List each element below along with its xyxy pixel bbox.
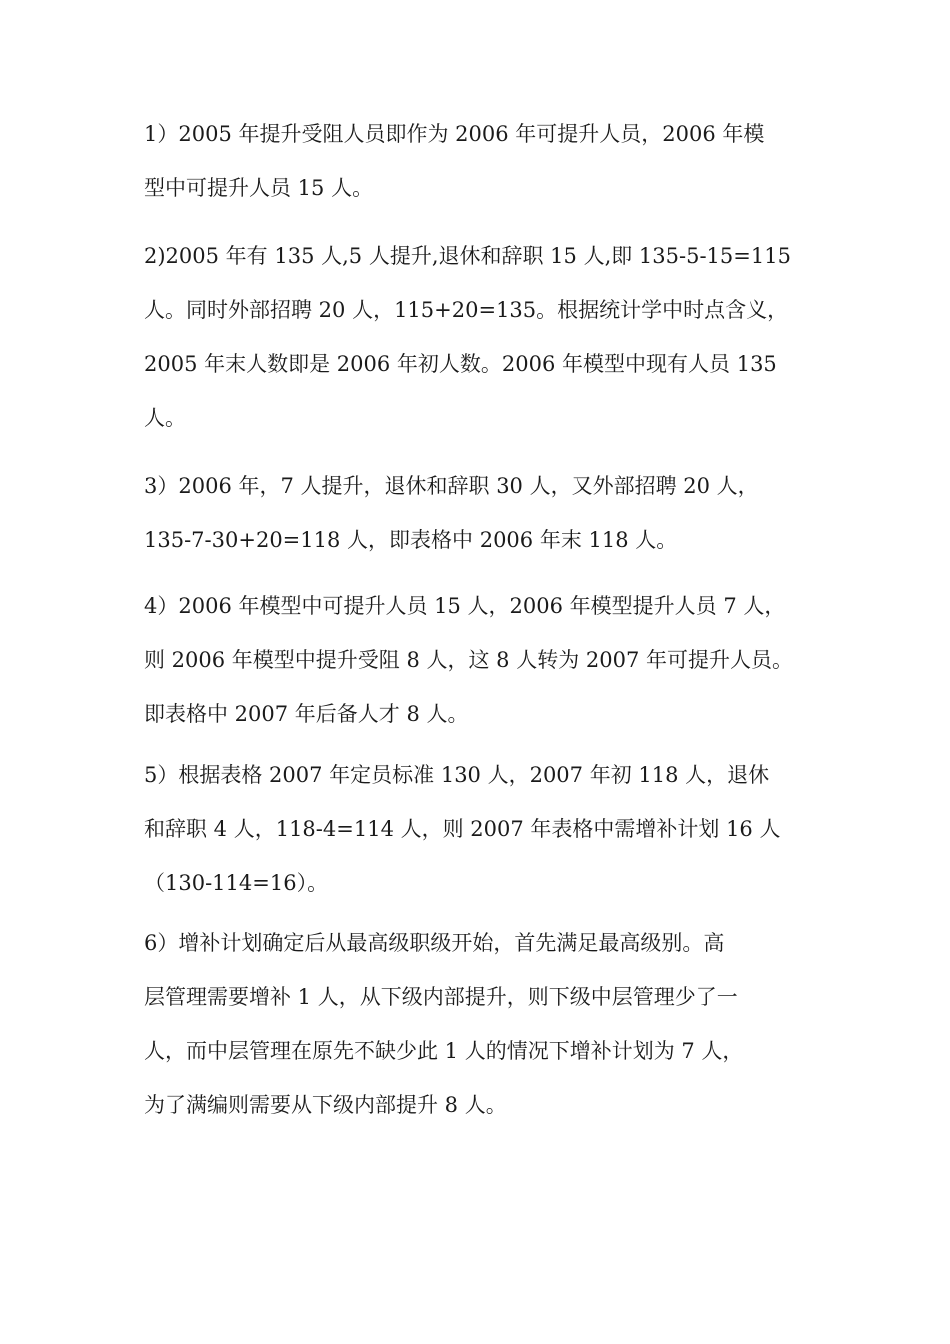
paragraph-1 [144, 107, 808, 215]
paragraph-line: 型中可提升人员 15 人。 [144, 176, 374, 200]
paragraph-line: 人，而中层管理在原先不缺少此 1 人的情况下增补计划为 7 人， [144, 1039, 744, 1063]
paragraph-line: 4）2006 年模型中可提升人员 15 人，2006 年模型提升人员 7 人， [144, 594, 786, 618]
paragraph-line: 人。同时外部招聘 20 人，115+20=135。根据统计学中时点含义， [144, 298, 789, 322]
paragraph-line: 则 2006 年模型中提升受阻 8 人，这 8 人转为 2007 年可提升人员。 [144, 648, 794, 672]
paragraph-line: 即表格中 2007 年后备人才 8 人。 [144, 702, 469, 726]
paragraph-line: （130-114=16）。 [144, 871, 329, 895]
paragraph-5 [144, 748, 808, 910]
paragraph-line: 和辞职 4 人，118-4=114 人，则 2007 年表格中需增补计划 16 人 [144, 817, 781, 841]
paragraph-line: 1）2005 年提升受阻人员即作为 2006 年可提升人员，2006 年模 [144, 122, 765, 146]
paragraph-2 [144, 229, 808, 445]
paragraph-line: 2)2005 年有 135 人,5 人提升,退休和辞职 15 人,即 135-5-15=115 [144, 244, 791, 268]
paragraph-line: 3）2006 年，7 人提升，退休和辞职 30 人，又外部招聘 20 人， [144, 474, 759, 498]
paragraph-line: 2005 年末人数即是 2006 年初人数。2006 年模型中现有人员 135 [144, 352, 777, 376]
paragraph-line: 5）根据表格 2007 年定员标准 130 人，2007 年初 118 人，退休 [144, 763, 770, 787]
paragraph-4 [144, 579, 808, 741]
paragraph-line: 为了满编则需要从下级内部提升 8 人。 [144, 1093, 507, 1117]
paragraph-line: 135-7-30+20=118 人，即表格中 2006 年末 118 人。 [144, 528, 678, 552]
paragraph-line: 6）增补计划确定后从最高级职级开始，首先满足最高级别。高 [144, 931, 725, 955]
paragraph-line: 人。 [144, 406, 186, 430]
paragraph-3 [144, 459, 808, 567]
paragraph-6 [144, 916, 808, 1132]
paragraph-line: 层管理需要增补 1 人，从下级内部提升，则下级中层管理少了一 [144, 985, 738, 1009]
